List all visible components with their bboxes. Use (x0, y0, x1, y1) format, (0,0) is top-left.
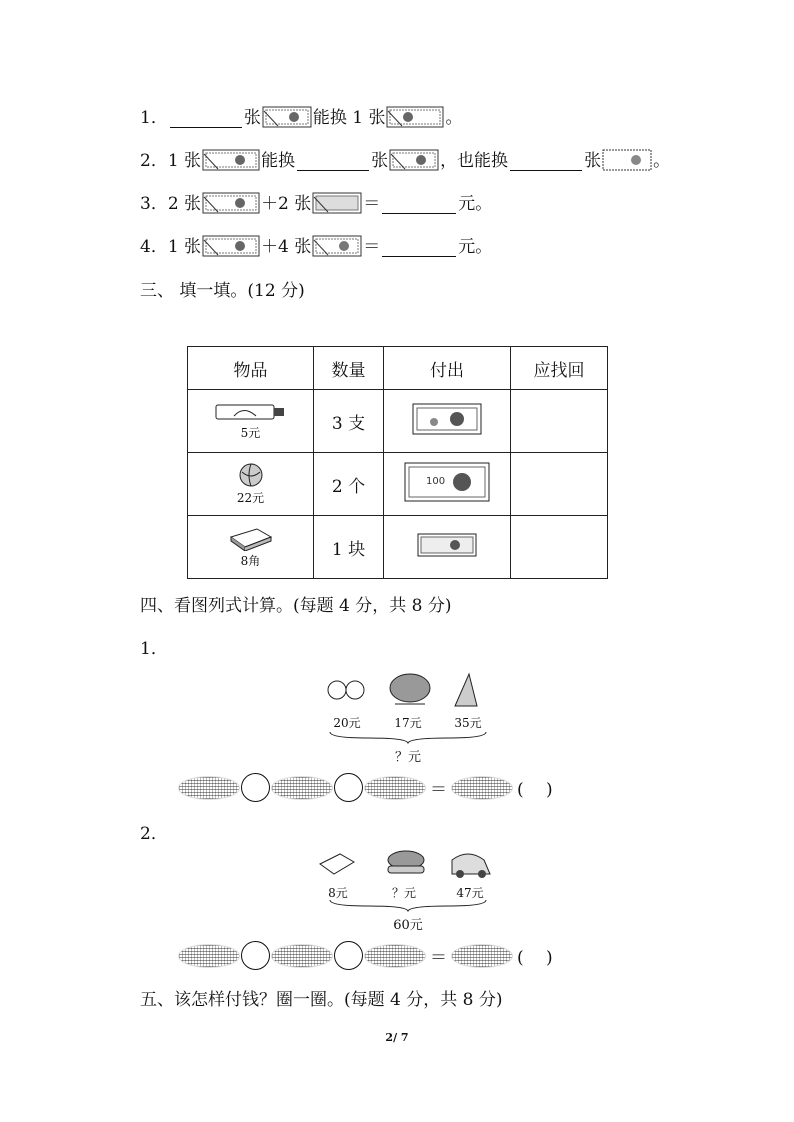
hat-icon (390, 674, 430, 704)
operator-circle[interactable] (241, 773, 270, 802)
number-oval[interactable] (364, 776, 426, 800)
number-oval[interactable] (271, 944, 333, 968)
banknote-icon (602, 149, 652, 171)
problem1-items (325, 670, 485, 710)
operator-circle[interactable] (334, 941, 363, 970)
price-label: 17元 (394, 716, 422, 730)
ball-icon (238, 462, 264, 488)
banknote-icon (404, 462, 490, 502)
answer-blank[interactable] (510, 152, 582, 171)
gloves-icon (328, 681, 364, 699)
svg-text:100: 100 (426, 475, 446, 487)
exchange-line-1: 1． 张 能换 1 张 。 (140, 104, 462, 128)
exchange-line-2: 2． 1 张 能换 张 ，也能换 张 。 (140, 151, 671, 171)
answer-blank[interactable] (297, 152, 369, 171)
banknote-icon (312, 235, 362, 257)
price-label: 35元 (454, 716, 482, 730)
table-row: 8角 1 块 (188, 516, 608, 579)
banknote-icon (389, 149, 439, 171)
table-row: 5元 3 支 (188, 390, 608, 453)
answer-cell[interactable] (511, 390, 608, 453)
answer-blank[interactable] (382, 195, 456, 214)
answer-blank[interactable] (382, 238, 456, 257)
result-oval[interactable] (451, 776, 513, 800)
number-oval[interactable] (178, 944, 240, 968)
brace (328, 730, 488, 744)
problem-number: 2． (140, 824, 168, 844)
price-label: 8元 (328, 886, 348, 900)
item-number: 1． (140, 108, 168, 128)
brace (328, 898, 488, 912)
burger-icon (388, 851, 424, 873)
number-oval[interactable] (364, 944, 426, 968)
total-label: ？元 (394, 750, 421, 765)
banknote-icon (202, 149, 260, 171)
banknote-icon (417, 533, 477, 557)
col-header: 物品 (188, 347, 314, 390)
unit-paren[interactable]: ( ) (517, 948, 553, 968)
toy-car-icon (452, 854, 490, 878)
eraser-icon (227, 525, 275, 551)
answer-blank[interactable] (170, 109, 242, 128)
total-label: 60元 (393, 918, 423, 933)
price-label: 20元 (333, 716, 361, 730)
answer-cell[interactable] (511, 516, 608, 579)
eraser-icon (320, 854, 354, 874)
umbrella-icon (455, 674, 477, 706)
result-oval[interactable] (451, 944, 513, 968)
price-label: ？元 (391, 886, 416, 900)
unit-paren[interactable]: ( ) (517, 780, 553, 800)
exchange-line-3: 3． 2 张 ＋2 张 ＝ 元。 (140, 194, 493, 214)
banknote-icon (312, 192, 362, 214)
banknote-icon (386, 106, 444, 128)
number-oval[interactable] (178, 776, 240, 800)
price-label: 47元 (456, 886, 484, 900)
section-heading-4: 四、看图列式计算。(每题 4 分，共 8 分) (140, 596, 452, 616)
section-heading-3: 三、 填一填。(12 分) (140, 281, 305, 301)
equation-row-1: ＝ ( ) (178, 773, 553, 802)
banknote-icon (262, 106, 312, 128)
operator-circle[interactable] (241, 941, 270, 970)
number-oval[interactable] (271, 776, 333, 800)
section-heading-5: 五、该怎样付钱？圈一圈。(每题 4 分，共 8 分) (140, 990, 503, 1010)
operator-circle[interactable] (334, 773, 363, 802)
banknote-icon (202, 192, 260, 214)
problem-number: 1． (140, 639, 168, 659)
col-header: 数量 (314, 347, 384, 390)
page-number: 2/ 7 (385, 1031, 409, 1044)
shopping-table (187, 346, 608, 579)
answer-cell[interactable] (511, 453, 608, 516)
toothpaste-icon (214, 401, 288, 423)
col-header: 付出 (384, 347, 511, 390)
problem2-items (318, 846, 498, 882)
banknote-icon (412, 403, 482, 435)
equation-row-2: ＝ ( ) (178, 941, 553, 970)
table-row: 22元 2 个 100 (188, 453, 608, 516)
exchange-line-4: 4． 1 张 ＋4 张 ＝ 元。 (140, 237, 493, 257)
banknote-icon (202, 235, 260, 257)
col-header: 应找回 (511, 347, 608, 390)
